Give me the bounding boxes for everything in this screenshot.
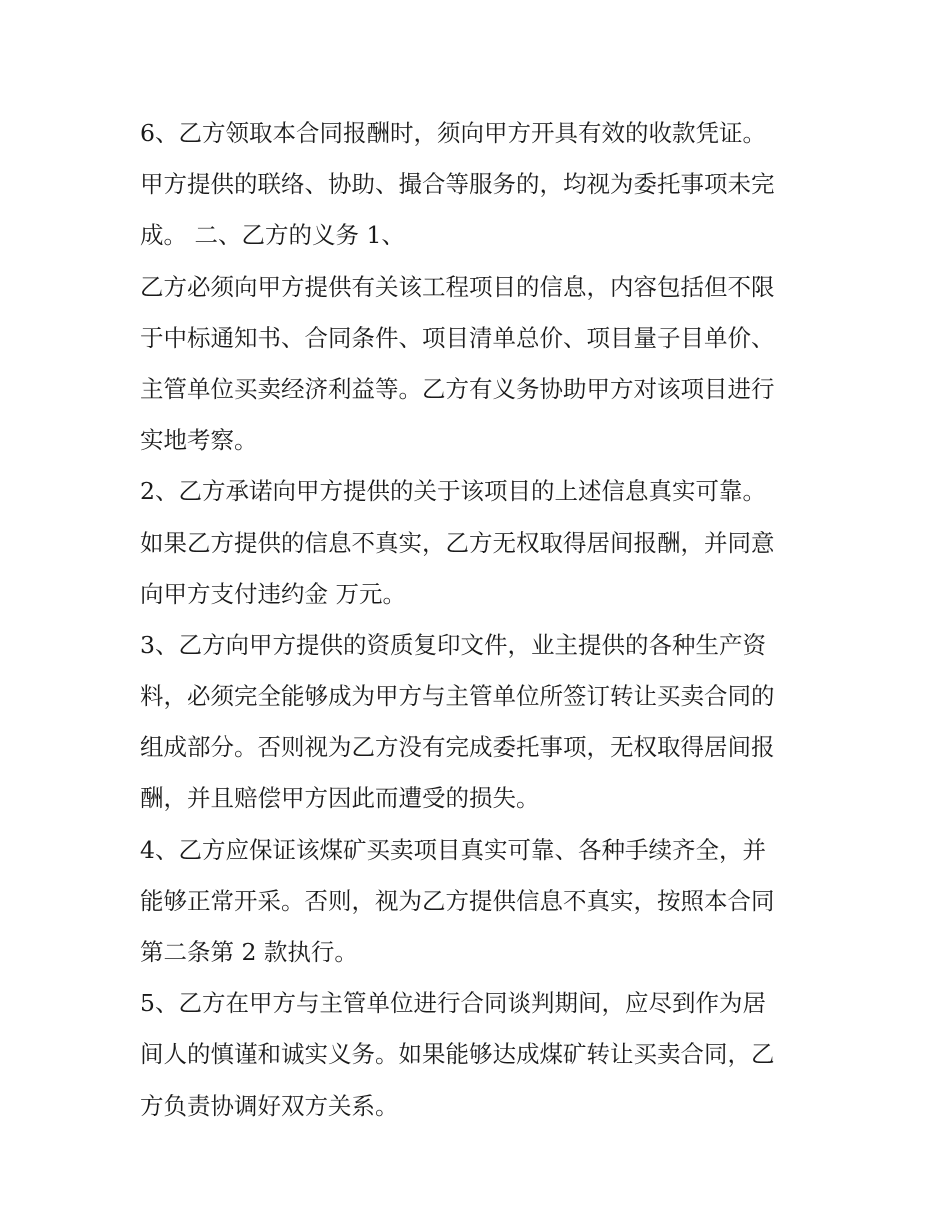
text-line: 于中标通知书、合同条件、项目清单总价、项目量子目单价、 — [140, 323, 775, 352]
text-line: 4、乙方应保证该煤矿买卖项目真实可靠、各种手续齐全，并 — [140, 835, 766, 864]
text-line: 组成部分。否则视为乙方没有完成委托事项，无权取得居间报 — [140, 733, 775, 762]
text-line: 主管单位买卖经济利益等。乙方有义务协助甲方对该项目进行 — [140, 374, 775, 403]
text-line: 向甲方支付违约金 万元。 — [140, 579, 406, 608]
document-body — [140, 108, 820, 1132]
text-line: 甲方提供的联络、协助、撮合等服务的，均视为委托事项未完 — [140, 170, 775, 199]
text-line: 乙方必须向甲方提供有关该工程项目的信息，内容包括但不限 — [140, 272, 775, 301]
text-line: 如果乙方提供的信息不真实，乙方无权取得居间报酬，并同意 — [140, 528, 775, 557]
text-line: 成。 二、乙方的义务 1、 — [140, 221, 405, 250]
text-line: 酬，并且赔偿甲方因此而遭受的损失。 — [140, 784, 540, 813]
text-line: 间人的慎谨和诚实义务。如果能够达成煤矿转让买卖合同，乙 — [140, 1040, 775, 1069]
text-line: 实地考察。 — [140, 426, 258, 455]
text-line: 5、乙方在甲方与主管单位进行合同谈判期间，应尽到作为居 — [140, 989, 766, 1018]
text-line: 3、乙方向甲方提供的资质复印文件，业主提供的各种生产资 — [140, 630, 766, 659]
text-line: 能够正常开采。否则，视为乙方提供信息不真实，按照本合同 — [140, 886, 775, 915]
text-line: 料，必须完全能够成为甲方与主管单位所签订转让买卖合同的 — [140, 682, 775, 711]
text-line: 第二条第 2 款执行。 — [140, 938, 358, 966]
text-line: 6、乙方领取本合同报酬时，须向甲方开具有效的收款凭证。 — [140, 119, 766, 147]
text-line: 2、乙方承诺向甲方提供的关于该项目的上述信息真实可靠。 — [140, 477, 766, 506]
text-line: 方负责协调好双方关系。 — [140, 1091, 399, 1120]
